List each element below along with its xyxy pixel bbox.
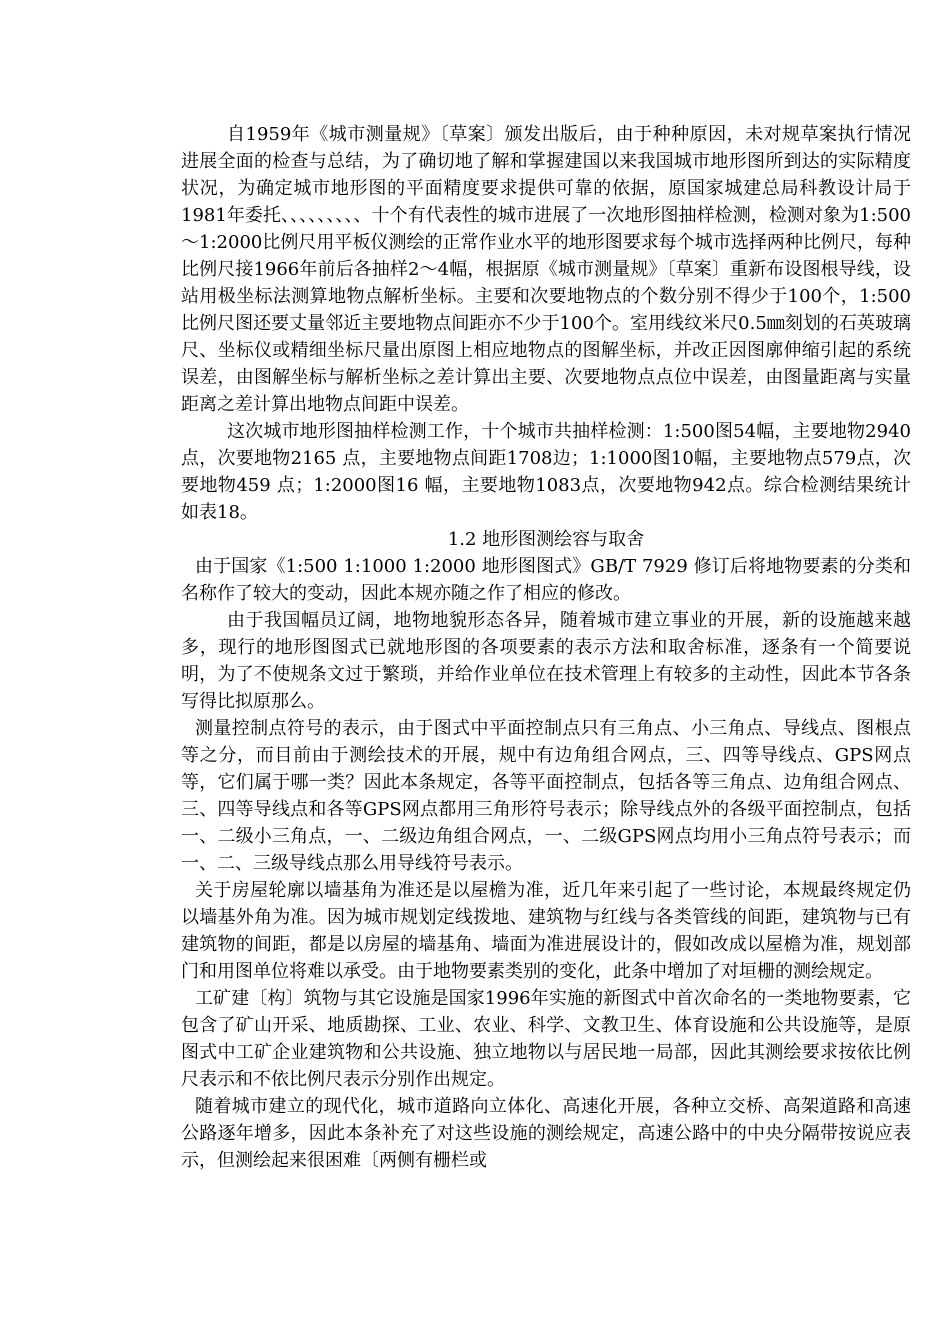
section-heading: 1.2 地形图测绘容与取舍: [447, 529, 645, 550]
paragraph-7: 工矿建〔构〕筑物与其它设施是国家1996年实施的新图式中首次命名的一类地物要素，它包含了矿山开采、地质勘探、工业、农业、科学、文教卫生、体育设施和公共设施等，是原图式中工矿企业建筑物和公共设施、独立地物以与居民地一局部，因此其测绘要求按依比例尺表示和不依比例尺表示分别作出规定。: [181, 988, 911, 1090]
paragraph-1: 自1959年《城市测量规》〔草案〕颁发出版后，由于种种原因，未对规草案执行情况进展全面的检查与总结，为了确切地了解和掌握建国以来我国城市地形图所到达的实际精度状况，为确定城市地形图的平面精度要求提供可靠的依据，原国家城建总局科教设计局于1981年委托、、、、、、、、、十个有代表性的城市进展了一次地形图抽样检测，检测对象为1:500～1:2000比例尺用平板仪测绘的正常作业水平的地形图要求每个城市选择两种比例尺，每种比例尺接1966年前后各抽样2～4幅，根据原《城市测量规》〔草案〕重新布设图根导线，设站用极坐标法测算地物点解析坐标。主要和次要地物点的个数分别不得少于100个，1:500比例尺图还要丈量邻近主要地物点间距亦不少于100个。室用线纹米尺0.5㎜刻划的石英玻璃尺、坐标仪或精细坐标尺量出原图上相应地物点的图解坐标，并改正因图廓伸缩引起的系统误差，由图解坐标与解析坐标之差计算出主要、次要地物点点位中误差，由图量距离与实量距离之差计算出地物点间距中误差。: [181, 124, 911, 415]
document-body: [181, 121, 911, 1174]
paragraph-4: 由于我国幅员辽阔，地物地貌形态各异，随着城市建立事业的开展，新的设施越来越多，现行的地形图图式已就地形图的各项要素的表示方法和取舍标准，逐条有一个简要说明，为了不使规条文过于繁琐，并给作业单位在技术管理上有较多的主动性，因此本节各条写得比拟原那么。: [181, 610, 911, 712]
paragraph-6: 关于房屋轮廓以墙基角为准还是以屋檐为准，近几年来引起了一些讨论，本规最终规定仍以墙基外角为准。因为城市规划定线拨地、建筑物与红线与各类管线的间距，建筑物与已有建筑物的间距，都是以房屋的墙基角、墙面为准进展设计的，假如改成以屋檐为准，规划部门和用图单位将难以承受。由于地物要素类别的变化，此条中增加了对垣栅的测绘规定。: [181, 880, 911, 982]
paragraph-2: 这次城市地形图抽样检测工作，十个城市共抽样检测：1:500图54幅，主要地物2940点，次要地物2165 点，主要地物点间距1708边；1:1000图10幅，主要地物点579点，次要地物459 点；1:2000图16 幅，主要地物1083点，次要地物942点。综合检测结果统计如表18。: [181, 421, 911, 523]
paragraph-8: 随着城市建立的现代化，城市道路向立体化、高速化开展，各种立交桥、高架道路和高速公路逐年增多，因此本条补充了对这些设施的测绘规定，高速公路中的中央分隔带按说应表示，但测绘起来很困难〔两侧有栅栏或: [181, 1096, 911, 1171]
paragraph-5: 测量控制点符号的表示，由于图式中平面控制点只有三角点、小三角点、导线点、图根点等之分，而目前由于测绘技术的开展，规中有边角组合网点，三、四等导线点、GPS网点等，它们属于哪一类？因此本条规定，各等平面控制点，包括各等三角点、边角组合网点、三、四等导线点和各等GPS网点都用三角形符号表示；除导线点外的各级平面控制点，包括一、二级小三角点，一、二级边角组合网点，一、二级GPS网点均用小三角点符号表示；而一、二、三级导线点那么用导线符号表示。: [181, 718, 911, 874]
paragraph-3: 由于国家《1:500 1:1000 1:2000 地形图图式》GB/T 7929 修订后将地物要素的分类和名称作了较大的变动，因此本规亦随之作了相应的修改。: [181, 556, 911, 604]
